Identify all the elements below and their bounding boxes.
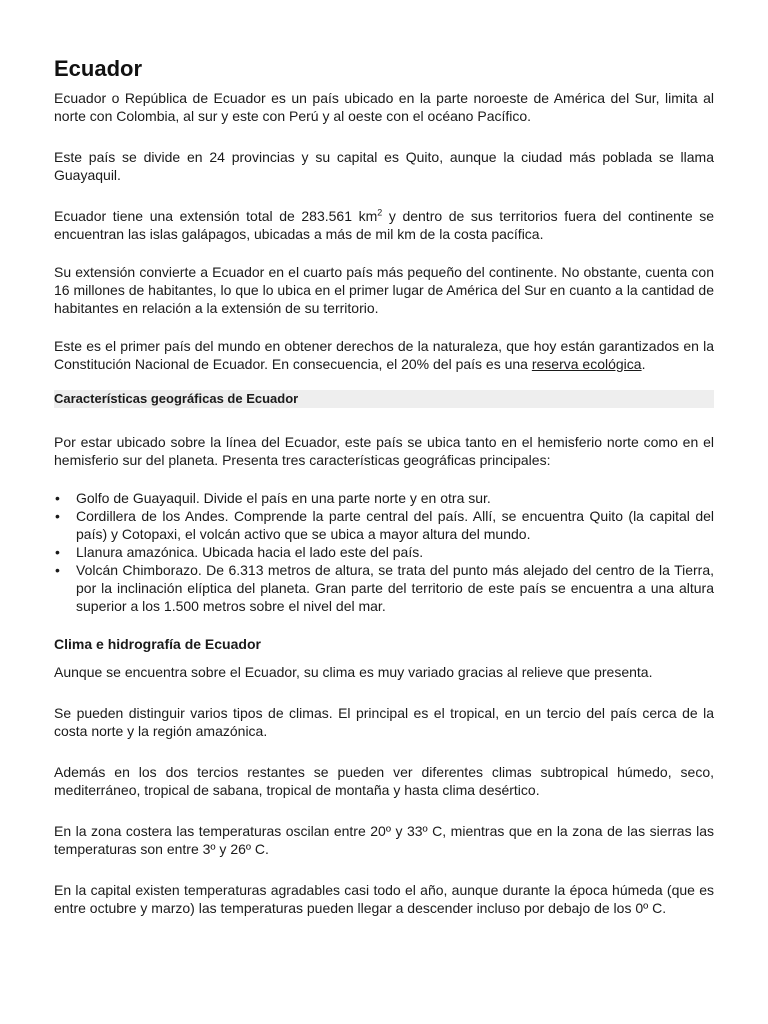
clima-paragraph: Aunque se encuentra sobre el Ecuador, su clima es muy variado gracias al relieve que presenta. [54, 664, 653, 680]
list-item: • Cordillera de los Andes. Comprende la parte central del país. Allí, se encuentra Quito (la capital del país) y Cotopaxi, el volcán activo que se ubica a mayor altura del mundo. [54, 507, 714, 543]
extension-paragraph [54, 207, 714, 243]
clima-paragraph: Se pueden distinguir varios tipos de climas. El principal es el tropical, en un tercio del país cerca de la costa norte y la región amazónica. [54, 705, 714, 739]
page-title: Ecuador [54, 56, 143, 81]
intro-paragraph: Ecuador o República de Ecuador es un país ubicado en la parte noroeste de América del Sur, limita al norte con Colombia, al sur y este con Perú y al oeste con el océano Pacífico. [54, 90, 714, 124]
reserva-ecologica-link[interactable]: reserva ecológica [531, 356, 642, 372]
list-item: • Golfo de Guayaquil. Divide el país en una parte norte y en otra sur. [54, 489, 714, 507]
geografia-intro-paragraph: Por estar ubicado sobre la línea del Ecuador, este país se ubica tanto en el hemisferio norte como en el hemisferio sur del planeta. Presenta tres características geográficas principales: [54, 434, 714, 468]
section-heading-clima: Clima e hidrografía de Ecuador [54, 636, 261, 652]
clima-paragraph: En la capital existen temperaturas agradables casi todo el año, aunque durante la época húmeda (que es entre octubre y marzo) las temperaturas pueden llegar a descender incluso por debajo de los 0º C. [54, 882, 714, 916]
nature-rights-paragraph [54, 337, 714, 373]
clima-paragraph: En la zona costera las temperaturas oscilan entre 20º y 33º C, mientras que en la zona de las sierras las temperaturas son entre 3º y 26º C. [54, 823, 714, 857]
list-item: • Volcán Chimborazo. De 6.313 metros de altura, se trata del punto más alejado del centro de la Tierra, por la inclinación elíptica del planeta. Gran parte del territorio de este país se encuentra a una altura superior a los 1.500 metros sobre el nivel del mar. [54, 561, 714, 615]
list-item: • Llanura amazónica. Ubicada hacia el lado este del país. [54, 543, 714, 561]
clima-paragraph: Además en los dos tercios restantes se pueden ver diferentes climas subtropical húmedo, seco, mediterráneo, tropical de sabana, tropical de montaña y hasta clima desértico. [54, 764, 714, 798]
size-paragraph: Su extensión convierte a Ecuador en el cuarto país más pequeño del continente. No obstante, cuenta con 16 millones de habitantes, lo que lo ubica en el primer lugar de América del Sur en cuanto a la cantidad de habitantes en relación a la extensión de su territorio. [54, 264, 714, 316]
section-heading-geografia: Características geográficas de Ecuador [54, 390, 714, 408]
document [54, 56, 714, 917]
extension-text-rest: y dentro de sus territorios fuera del continente se encuentran las islas galápagos, ubicadas a más de mil km de la costa pacífica. [54, 208, 714, 242]
provinces-paragraph: Este país se divide en 24 provincias y su capital es Quito, aunque la ciudad más poblada se llama Guayaquil. [54, 149, 714, 183]
extension-text: Ecuador tiene una extensión total de 283.561 km [54, 208, 378, 224]
superscript: 2 [377, 207, 383, 218]
nature-rights-text: Este es el primer país del mundo en obtener derechos de la naturaleza, que hoy están garantizados en la Constitución Nacional de Ecuador. En consecuencia, el 20% del país es una [54, 338, 714, 372]
nature-rights-end: . [641, 356, 646, 372]
geografia-list [54, 489, 714, 615]
